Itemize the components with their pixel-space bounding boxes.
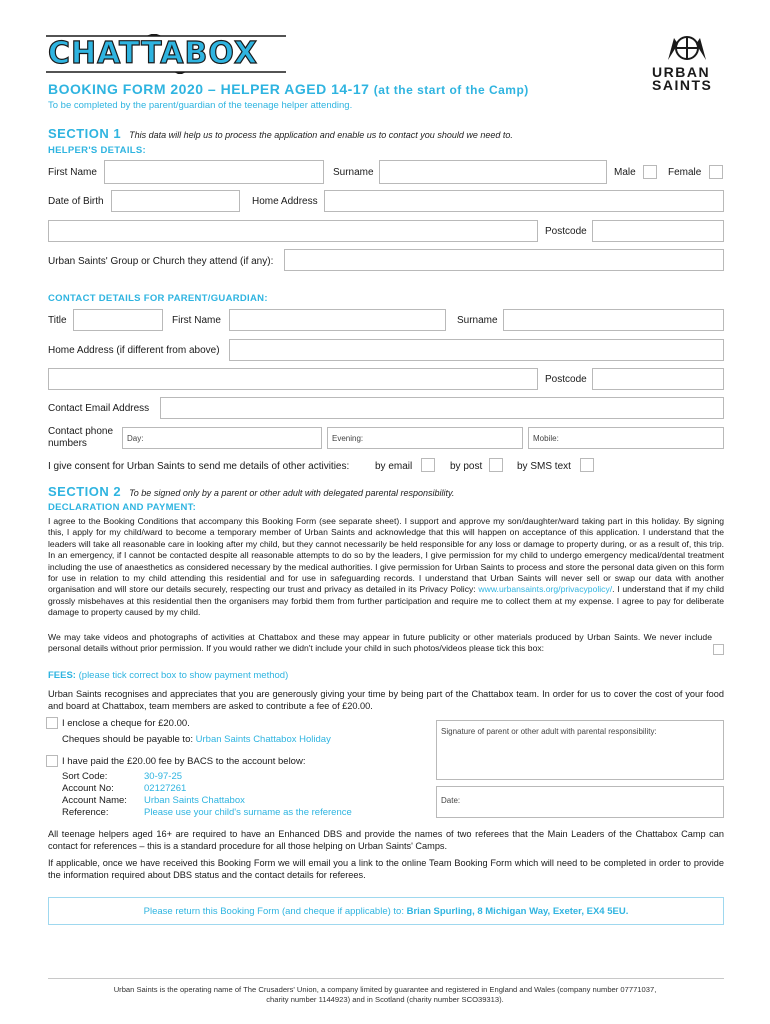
cheque-payee: Urban Saints Chattabox Holiday [195,734,331,745]
mobile-phone-field[interactable] [528,427,724,449]
section2-note: To be signed only by a parent or other adult with delegated parental responsibility. [129,488,455,498]
bacs-label: I have paid the £20.00 fee by BACS to the account below: [62,756,306,767]
fees-heading-label: FEES: [48,670,76,681]
chattabox-logo [46,34,286,74]
group-label: Urban Saints' Group or Church they attend (if any): [48,256,274,267]
female-label: Female [668,167,702,178]
fees-heading-note: (please tick correct box to show payment method) [78,670,289,681]
section1-title [48,126,513,141]
declaration-text [48,516,724,619]
form-title-suffix: (at the start of the Camp) [373,83,529,97]
section1-label: SECTION 1 [48,126,122,141]
phone-label-line2: numbers [48,438,87,449]
postcode-label: Postcode [545,226,587,237]
account-no-label: Account No: [62,783,114,794]
address-line2-field[interactable] [48,220,538,242]
title-label: Title [48,315,67,326]
home-address-field[interactable] [324,190,724,212]
cheque-checkbox[interactable] [46,717,58,729]
footer-divider [48,978,724,979]
form-subtitle: To be completed by the parent/guardian of the teenage helper attending. [48,100,353,111]
section1-note: This data will help us to process the application and enable us to contact you should we need to. [129,130,513,140]
account-no-value: 02127261 [144,783,187,794]
bacs-checkbox[interactable] [46,755,58,767]
day-phone-label: Day: [127,434,144,443]
form-title-main: BOOKING FORM 2020 – HELPER AGED 14-17 [48,81,370,97]
cheque-payable [62,734,331,745]
parent-first-name-field[interactable] [229,309,446,331]
by-sms-checkbox[interactable] [580,458,594,472]
section2-label: SECTION 2 [48,484,122,499]
mobile-phone-label: Mobile: [533,434,559,443]
email-label: Contact Email Address [48,403,150,414]
first-name-label: First Name [48,167,97,178]
title-field[interactable] [73,309,163,331]
male-label: Male [614,167,636,178]
postcode-field[interactable] [592,220,724,242]
dob-label: Date of Birth [48,196,104,207]
brand-line2: SAINTS [652,77,713,93]
surname-label: Surname [333,167,374,178]
by-post-label: by post [450,461,483,472]
declaration-text-b: . I understand that if my child grossly misbehaves at this residential then the organisers may forbid them from further participation and require me to collect them at my expense. I agree to pay for deliberate damage to property caused by my child. [48,584,724,618]
return-text: Please return this Booking Form (and cheque if applicable) to: [143,906,404,917]
return-box [48,897,724,925]
signature-label: Signature of parent or other adult with parental responsibility: [441,727,657,736]
evening-phone-label: Evening: [332,434,364,443]
brand-line1: URBAN [652,64,711,80]
section2-title [48,484,454,499]
evening-phone-field[interactable] [327,427,523,449]
home-address-label: Home Address [252,196,318,207]
parent-surname-label: Surname [457,315,498,326]
by-post-checkbox[interactable] [489,458,503,472]
crest-icon [664,32,710,64]
by-email-label: by email [375,461,413,472]
reference-value: Please use your child's surname as the reference [144,807,352,818]
date-label: Date: [441,796,461,805]
dbs-text: All teenage helpers aged 16+ are required to have an Enhanced DBS and provide the names of two referees that the Main Leaders of the Chattabox Camp can contact for references – this is a standard procedure for all those helping on Urban Saints' Camps. [48,829,724,851]
account-name-value: Urban Saints Chattabox [144,795,245,806]
form-title [48,81,529,97]
logo-text: CHATTABOX [48,36,258,71]
consent-label: I give consent for Urban Saints to send me details of other activities: [48,461,350,472]
account-name-label: Account Name: [62,795,127,806]
declaration-heading: DECLARATION AND PAYMENT: [48,502,197,513]
sort-code-label: Sort Code: [62,771,108,782]
team-form-text: If applicable, once we have received this Booking Form we will email you a link to the online Team Booking Form which will need to be completed in order to provide the information required about DBS status and the contact details for referees. [48,858,724,880]
reference-label: Reference: [62,807,109,818]
group-field[interactable] [284,249,724,271]
privacy-policy-link[interactable]: www.urbansaints.org/privacypolicy/ [478,584,613,595]
cheque-payable-label: Cheques should be payable to: [62,734,193,745]
parent-first-name-label: First Name [172,315,221,326]
fees-text: Urban Saints recognises and appreciates that you are generously giving your time by being part of the Chattabox team. In order for us to cover the cost of your food and board at Chattabox, team members are asked to contribute a fee of £20.00. [48,689,724,711]
sort-code-value: 30-97-25 [144,771,183,782]
by-email-checkbox[interactable] [421,458,435,472]
first-name-field[interactable] [104,160,324,184]
dob-field[interactable] [111,190,240,212]
email-field[interactable] [160,397,724,419]
signature-field[interactable] [436,720,724,780]
parent-postcode-field[interactable] [592,368,724,390]
fees-heading [48,670,288,681]
return-address: Brian Spurling, 8 Michigan Way, Exeter, EX4 5EU. [406,906,629,917]
parent-address-label: Home Address (if different from above) [48,345,220,356]
parent-address-line2-field[interactable] [48,368,538,390]
urban-saints-logo [650,32,730,92]
parent-address-field[interactable] [229,339,724,361]
cheque-label: I enclose a cheque for £20.00. [62,718,190,729]
day-phone-field[interactable] [122,427,322,449]
photo-consent-text: We may take videos and photographs of activities at Chattabox and these may appear in future publicity or other materials produced by Urban Saints. We never include personal details without prior permission. If you would rather we didn't include your child in such photos/videos please tick this box: [48,632,712,654]
footer-line1: Urban Saints is the operating name of The Crusaders' Union, a company limited by guarantee and registered in England and Wales (company number 07771037, [113,985,657,994]
surname-field[interactable] [379,160,607,184]
male-checkbox[interactable] [643,165,657,179]
parent-postcode-label: Postcode [545,374,587,385]
photo-optout-checkbox[interactable] [713,644,724,655]
date-field[interactable] [436,786,724,818]
phone-label-line1: Contact phone [48,426,114,437]
by-sms-label: by SMS text [517,461,571,472]
contact-heading: CONTACT DETAILS FOR PARENT/GUARDIAN: [48,293,268,304]
footer-line2: charity number 1144923) and in Scotland (charity number SCO39313). [266,995,504,1004]
female-checkbox[interactable] [709,165,723,179]
parent-surname-field[interactable] [503,309,724,331]
helper-heading: HELPER'S DETAILS: [48,145,146,156]
declaration-text-a: I agree to the Booking Conditions that accompany this Booking Form (see separate sheet). I support and approve my son/daughter/ward taking part in this holiday. By signing this, I apply for my child/ward to become a temporary member of Urban Saints and acknowledge that this will happen on acceptance of this application. I understand that the leaders will take all reasonable care in looking after my child, but they cannot necessarily be held responsible for any loss or damage to property during, or as a result of, this trip. In an emergency, if I cannot be contacted despite all reasonable attempts to do so by the leaders, I give permission for my child to undergo emergency medical/dental treatment including the use of anaesthetics as considered necessary by the medical authorities. I give permission for Urban Saints to process and store the personal data given on this form for use in relation to my child attending this residential and for use in safeguarding records. I understand that Urban Saints will never sell or swap our data with another organisation and will store our details securely, respecting our trust and privacy as detailed in its Privacy Policy: [48,516,724,595]
